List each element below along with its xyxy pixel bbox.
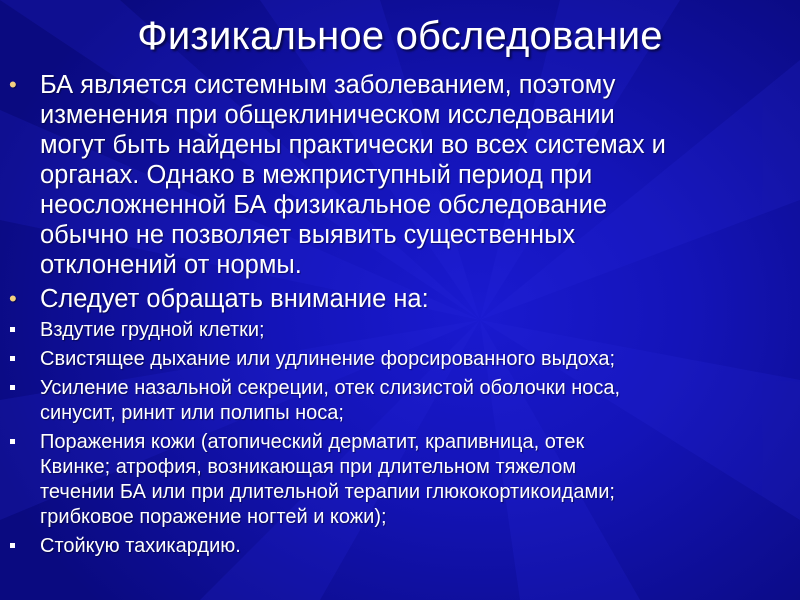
square-bullet-icon bbox=[10, 439, 15, 444]
subitem-text-line: Поражения кожи (атопический дерматит, крапивница, отек bbox=[40, 431, 585, 453]
bullet-text-line: обычно не позволяет выявить существенных bbox=[40, 221, 576, 249]
subitem-text-line: грибковое поражение ногтей и кожи); bbox=[40, 506, 387, 528]
slide-title: Физикальное обследование bbox=[137, 14, 663, 58]
bullet-item bbox=[0, 70, 800, 280]
subitem-text-line: Усиление назальной секреции, отек слизистой оболочки носа, bbox=[40, 377, 621, 399]
subitem bbox=[0, 430, 800, 530]
subitem-text-line: Вздутие грудной клетки; bbox=[40, 319, 265, 341]
subitem-text-line: синусит, ринит или полипы носа; bbox=[40, 402, 344, 424]
subitem-text-line: Стойкую тахикардию. bbox=[40, 535, 241, 557]
subitem bbox=[0, 318, 800, 343]
subitem-text-line: Квинке; атрофия, возникающая при длительном тяжелом bbox=[40, 456, 577, 478]
subitem bbox=[0, 347, 800, 372]
bullet-text-line: БА является системным заболеванием, поэтому bbox=[40, 71, 616, 99]
subitem bbox=[0, 376, 800, 426]
square-bullet-icon bbox=[10, 385, 15, 390]
bullet-text-line: могут быть найдены практически во всех системах и bbox=[40, 131, 666, 159]
bullet-text-line: изменения при общеклиническом исследовании bbox=[40, 101, 615, 129]
square-bullet-icon bbox=[10, 327, 15, 332]
slide-content bbox=[0, 70, 800, 563]
bullet-text-line: органах. Однако в межприступный период при bbox=[40, 161, 593, 189]
dot-bullet-icon: • bbox=[9, 286, 17, 311]
square-bullet-icon bbox=[10, 543, 15, 548]
bullet-text-line: отклонений от нормы. bbox=[40, 251, 302, 279]
bullet-text-line: Следует обращать внимание на: bbox=[40, 285, 429, 313]
bullet-item bbox=[0, 284, 800, 314]
dot-bullet-icon: • bbox=[9, 72, 17, 97]
bullet-text-line: неосложненной БА физикальное обследование bbox=[40, 191, 608, 219]
subitem bbox=[0, 534, 800, 559]
subitem-text-line: Свистящее дыхание или удлинение форсированного выдоха; bbox=[40, 348, 615, 370]
subitem-text-line: течении БА или при длительной терапии глюкокортикоидами; bbox=[40, 481, 615, 503]
square-bullet-icon bbox=[10, 356, 15, 361]
